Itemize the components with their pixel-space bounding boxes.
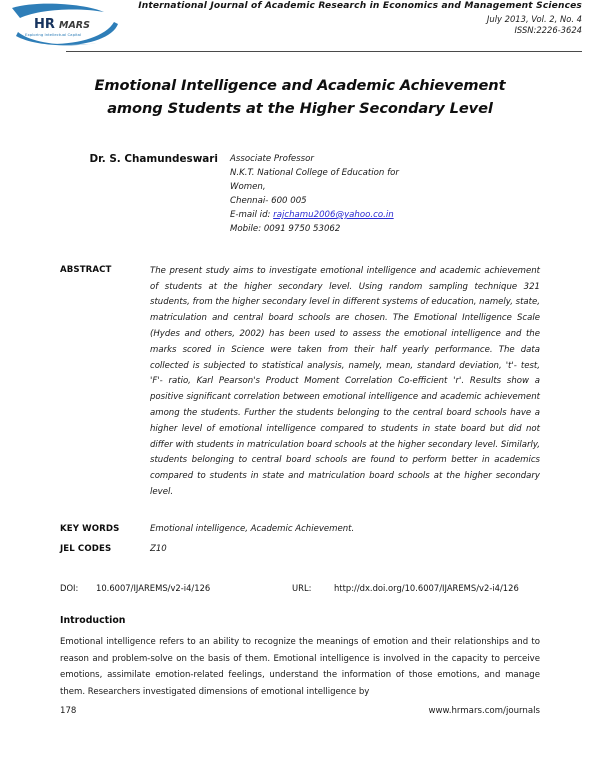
author-affiliation xyxy=(230,153,399,237)
journal-issue: July 2013, Vol. 2, No. 4 xyxy=(486,13,582,24)
keywords-value: Emotional intelligence, Academic Achievement. xyxy=(150,523,355,534)
author-mobile: Mobile: 0091 9750 53062 xyxy=(230,223,341,234)
page-title xyxy=(0,48,600,120)
jel-codes-block xyxy=(0,536,600,557)
abstract-label: ABSTRACT xyxy=(60,264,112,275)
introduction-paragraph: Emotional intelligence refers to an ability to recognize the meanings of emotion and their relationships and to reason and problem-solve on the basis of them. Emotional intelligence is involved in the capacity to perceive emotions, assimilate emotion-related feelings, understand the information of those emotions, and manage them. Researchers investigated dimensions of emotional intelligence by xyxy=(60,637,540,698)
journal-issn: ISSN:2226-3624 xyxy=(514,25,582,36)
jel-codes-value: Z10 xyxy=(150,544,167,555)
email-label: E-mail id: xyxy=(230,209,271,220)
url-value[interactable]: http://dx.doi.org/10.6007/IJAREMS/v2-i4/126 xyxy=(334,583,519,594)
footer-website: www.hrmars.com/journals xyxy=(428,706,540,716)
hrmars-logo xyxy=(8,2,128,50)
keywords-block xyxy=(0,501,600,537)
svg-text:Exploring Intellectual Capital: Exploring Intellectual Capital xyxy=(25,32,82,37)
affiliation-line: Associate Professor xyxy=(230,154,314,165)
author-block xyxy=(0,120,600,237)
author-name: Dr. S. Chamundeswari xyxy=(89,153,218,166)
svg-text:HR: HR xyxy=(34,17,55,32)
page-number: 178 xyxy=(60,706,77,716)
journal-title: International Journal of Academic Research in Economics and Management Sciences xyxy=(138,1,582,11)
abstract-block xyxy=(0,237,600,501)
svg-text:MARS: MARS xyxy=(59,20,90,31)
author-email-link[interactable]: rajchamu2006@yahoo.co.in xyxy=(273,209,394,220)
author-email-line xyxy=(230,209,399,223)
page-footer xyxy=(60,706,540,716)
header-divider xyxy=(66,51,582,52)
doi-value: 10.6007/IJAREMS/v2-i4/126 xyxy=(96,583,211,594)
url-label: URL: xyxy=(292,583,312,594)
jel-codes-label: JEL CODES xyxy=(60,544,112,555)
abstract-text: The present study aims to investigate emotional intelligence and academic achievement of students at the higher secondary level. Using random sampling technique 321 students, from the higher secondary level in different systems of education, namely, state, matriculation and central board schools are chosen. The Emotional Intelligence Scale (Hydes and others, 2002) has been used to assess the emotional intelligence and the marks scored in Science were taken from their half yearly performance. The data collected is subjected to statistical analysis, namely, mean, standard deviation, 't'- test, 'F'- ratio, Karl Pearson's Product Moment Correlation Co-efficient 'r'. Results show a positive significant correlation between emotional intelligence and academic achievement among the students. Further the students belonging to the central board schools have a higher level of emotional intelligence compared to students in state board but did not differ with students in matriculation board schools at the higher secondary level. Similarly, students belonging to central board schools are found to perform better in academics compared to students in state and matriculation board schools at the higher secondary level. xyxy=(150,265,540,497)
affiliation-line: N.K.T. National College of Education for xyxy=(230,168,399,179)
page-header xyxy=(0,0,600,48)
introduction-heading: Introduction xyxy=(60,615,126,627)
affiliation-line: Chennai- 600 005 xyxy=(230,195,307,206)
doi-label: DOI: xyxy=(60,583,79,594)
identifiers-block xyxy=(0,557,600,593)
journal-info xyxy=(138,1,582,36)
keywords-label: KEY WORDS xyxy=(60,523,120,534)
title-line-1: Emotional Intelligence and Academic Achievement xyxy=(94,77,506,94)
affiliation-line: Women, xyxy=(230,182,266,193)
title-line-2: among Students at the Higher Secondary Level xyxy=(107,99,493,117)
